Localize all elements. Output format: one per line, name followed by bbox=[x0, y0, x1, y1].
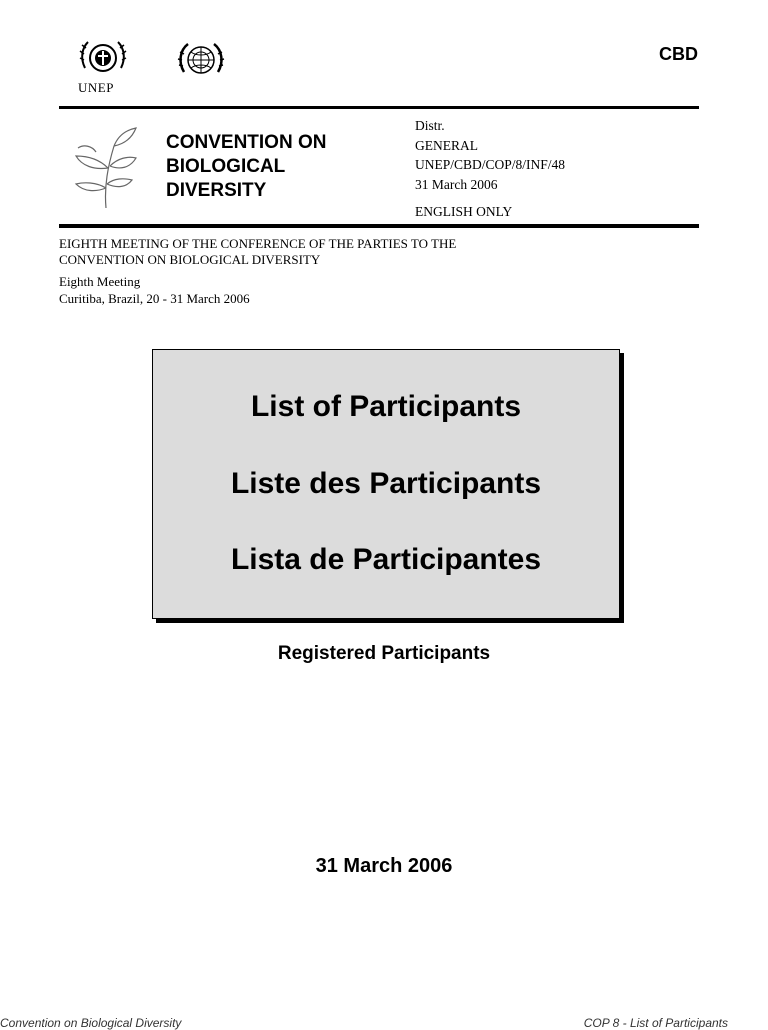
footer-left: Convention on Biological Diversity bbox=[0, 1016, 182, 1030]
convention-line-3: DIVERSITY bbox=[166, 180, 267, 201]
cbd-leaf-icon bbox=[74, 126, 138, 208]
meeting-title-line-1: EIGHTH MEETING OF THE CONFERENCE OF THE PARTIES TO THE bbox=[59, 236, 457, 251]
language-note: ENGLISH ONLY bbox=[415, 204, 513, 219]
title-french: Liste des Participants bbox=[230, 467, 542, 500]
document-date: 31 March 2006 bbox=[315, 855, 453, 877]
title-english: List of Participants bbox=[250, 390, 522, 423]
document-symbol: UNEP/CBD/COP/8/INF/48 bbox=[415, 157, 566, 172]
top-divider bbox=[59, 106, 699, 109]
distribution-info bbox=[415, 116, 565, 222]
title-spanish: Lista de Participantes bbox=[230, 543, 542, 576]
cbd-mark: CBD bbox=[659, 44, 698, 64]
unep-label: UNEP bbox=[78, 80, 114, 95]
distr-label: Distr. bbox=[415, 118, 445, 133]
un-emblem-icon bbox=[176, 40, 226, 82]
subtitle: Registered Participants bbox=[277, 643, 491, 664]
footer-right: COP 8 - List of Participants bbox=[583, 1016, 728, 1030]
header-divider bbox=[59, 224, 699, 228]
meeting-info bbox=[59, 236, 519, 307]
meeting-location: Curitiba, Brazil, 20 - 31 March 2006 bbox=[59, 291, 250, 306]
meeting-number: Eighth Meeting bbox=[59, 274, 141, 289]
title-box bbox=[152, 349, 620, 619]
distr-type: GENERAL bbox=[415, 137, 478, 153]
convention-line-2: BIOLOGICAL bbox=[166, 156, 286, 177]
distr-date: 31 March 2006 bbox=[415, 176, 498, 192]
convention-line-1: CONVENTION ON bbox=[166, 132, 327, 153]
convention-name bbox=[166, 131, 326, 203]
meeting-title-line-2: CONVENTION ON BIOLOGICAL DIVERSITY bbox=[59, 252, 321, 267]
